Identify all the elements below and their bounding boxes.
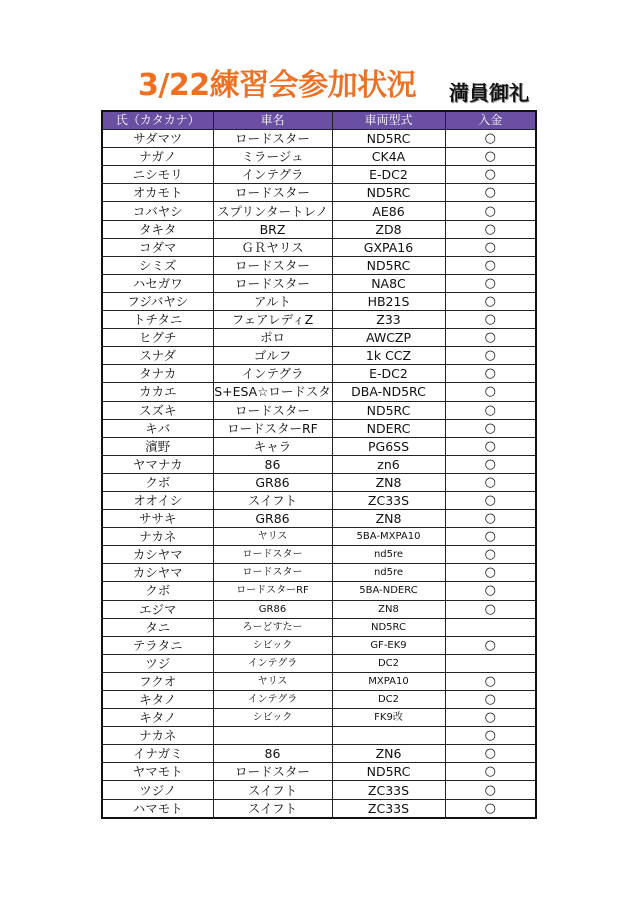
cell-paid: ○ xyxy=(445,329,536,347)
cell-paid: ○ xyxy=(445,166,536,184)
table-row xyxy=(102,491,536,509)
table-row xyxy=(102,419,536,437)
cell-car: スプリンタートレノ xyxy=(213,202,332,220)
cell-car: キャラ xyxy=(213,437,332,455)
cell-car: インテグラ xyxy=(213,691,332,709)
cell-paid: ○ xyxy=(445,546,536,564)
table-row xyxy=(102,618,536,636)
cell-car: GR86 xyxy=(213,510,332,528)
cell-car: BRZ xyxy=(213,220,332,238)
cell-model: FK9改 xyxy=(332,709,445,727)
table-row xyxy=(102,347,536,365)
cell-name: コバヤシ xyxy=(102,202,213,220)
cell-paid: ○ xyxy=(445,202,536,220)
cell-paid: ○ xyxy=(445,347,536,365)
cell-car: GR86 xyxy=(213,473,332,491)
cell-model: ZC33S xyxy=(332,781,445,799)
cell-model: ZN8 xyxy=(332,600,445,618)
cell-model: CK4A xyxy=(332,148,445,166)
table-row xyxy=(102,745,536,763)
table-row xyxy=(102,727,536,745)
cell-name: ヒグチ xyxy=(102,329,213,347)
table-body xyxy=(102,130,536,818)
cell-paid: ○ xyxy=(445,491,536,509)
cell-model xyxy=(332,727,445,745)
cell-model: AE86 xyxy=(332,202,445,220)
table-row xyxy=(102,220,536,238)
cell-car: 86 xyxy=(213,745,332,763)
cell-paid: ○ xyxy=(445,564,536,582)
cell-paid: ○ xyxy=(445,672,536,690)
cell-car: ヤリス xyxy=(213,528,332,546)
cell-paid: ○ xyxy=(445,148,536,166)
cell-car: フェアレディZ xyxy=(213,311,332,329)
cell-paid: ○ xyxy=(445,473,536,491)
cell-name: スナダ xyxy=(102,347,213,365)
cell-model: 5BA-NDERC xyxy=(332,582,445,600)
cell-name: オオイシ xyxy=(102,491,213,509)
table-row xyxy=(102,256,536,274)
cell-paid: ○ xyxy=(445,437,536,455)
table-row xyxy=(102,654,536,672)
table-row xyxy=(102,799,536,818)
cell-model: ND5RC xyxy=(332,401,445,419)
cell-car: ロードスター xyxy=(213,401,332,419)
cell-paid: ○ xyxy=(445,401,536,419)
table-row xyxy=(102,401,536,419)
cell-paid: ○ xyxy=(445,256,536,274)
cell-car: ＧＲヤリス xyxy=(213,238,332,256)
cell-name: 濱野 xyxy=(102,437,213,455)
cell-name: コダマ xyxy=(102,238,213,256)
table-row xyxy=(102,582,536,600)
cell-model: 1k CCZ xyxy=(332,347,445,365)
cell-car: ロードスターRF xyxy=(213,419,332,437)
cell-car: ポロ xyxy=(213,329,332,347)
table-row xyxy=(102,528,536,546)
participants-table xyxy=(101,110,537,819)
cell-model: Z33 xyxy=(332,311,445,329)
cell-car: 86 xyxy=(213,455,332,473)
cell-model: MXPA10 xyxy=(332,672,445,690)
table-row xyxy=(102,510,536,528)
cell-car: ロードスター xyxy=(213,564,332,582)
cell-paid: ○ xyxy=(445,419,536,437)
cell-paid: ○ xyxy=(445,781,536,799)
cell-name: トチタニ xyxy=(102,311,213,329)
cell-paid xyxy=(445,654,536,672)
table-row xyxy=(102,238,536,256)
cell-paid: ○ xyxy=(445,799,536,818)
page-title: 3/22練習会参加状況 xyxy=(138,68,417,103)
cell-name: ツジ xyxy=(102,654,213,672)
cell-car: ロードスターRF xyxy=(213,582,332,600)
table-row xyxy=(102,274,536,292)
cell-name: キタノ xyxy=(102,691,213,709)
cell-car: ロードスター xyxy=(213,763,332,781)
cell-model: ZN8 xyxy=(332,510,445,528)
cell-name: キタノ xyxy=(102,709,213,727)
table-row xyxy=(102,130,536,148)
cell-model: NA8C xyxy=(332,274,445,292)
table-row xyxy=(102,311,536,329)
table-row xyxy=(102,672,536,690)
cell-name: クボ xyxy=(102,582,213,600)
cell-car: インテグラ xyxy=(213,654,332,672)
cell-paid: ○ xyxy=(445,727,536,745)
cell-name: スズキ xyxy=(102,401,213,419)
cell-name: ハマモト xyxy=(102,799,213,818)
cell-name: ヤマナカ xyxy=(102,455,213,473)
table-row xyxy=(102,564,536,582)
cell-paid: ○ xyxy=(445,600,536,618)
cell-model: ND5RC xyxy=(332,130,445,148)
cell-name: サダマツ xyxy=(102,130,213,148)
cell-name: ナカネ xyxy=(102,727,213,745)
cell-name: クボ xyxy=(102,473,213,491)
table-row xyxy=(102,292,536,310)
cell-paid: ○ xyxy=(445,691,536,709)
cell-model: ND5RC xyxy=(332,618,445,636)
cell-paid: ○ xyxy=(445,528,536,546)
cell-paid: ○ xyxy=(445,238,536,256)
table-header-row xyxy=(102,111,536,130)
cell-name: カシヤマ xyxy=(102,546,213,564)
cell-model: nd5re xyxy=(332,564,445,582)
cell-name: タニ xyxy=(102,618,213,636)
cell-car: ロードスター xyxy=(213,130,332,148)
cell-name: ナガノ xyxy=(102,148,213,166)
cell-car: ヤリス xyxy=(213,672,332,690)
cell-model: ZC33S xyxy=(332,799,445,818)
table-row xyxy=(102,781,536,799)
cell-model: E-DC2 xyxy=(332,166,445,184)
table-row xyxy=(102,600,536,618)
cell-car: ろーどすたー xyxy=(213,618,332,636)
cell-paid xyxy=(445,618,536,636)
table-row xyxy=(102,148,536,166)
cell-car: ゴルフ xyxy=(213,347,332,365)
cell-car: インテグラ xyxy=(213,365,332,383)
cell-paid: ○ xyxy=(445,365,536,383)
cell-model: 5BA-MXPA10 xyxy=(332,528,445,546)
cell-model: ZD8 xyxy=(332,220,445,238)
table-row xyxy=(102,383,536,401)
column-header-model: 車両型式 xyxy=(332,111,445,130)
table-row xyxy=(102,546,536,564)
column-header-paid: 入金 xyxy=(445,111,536,130)
cell-name: ツジノ xyxy=(102,781,213,799)
cell-model: AWCZP xyxy=(332,329,445,347)
cell-name: キバ xyxy=(102,419,213,437)
table-row xyxy=(102,365,536,383)
cell-paid: ○ xyxy=(445,455,536,473)
table-row xyxy=(102,473,536,491)
cell-paid: ○ xyxy=(445,383,536,401)
cell-model: DC2 xyxy=(332,654,445,672)
cell-car: ロードスター xyxy=(213,274,332,292)
cell-car xyxy=(213,727,332,745)
cell-name: イナガミ xyxy=(102,745,213,763)
cell-name: シミズ xyxy=(102,256,213,274)
cell-model: GF-EK9 xyxy=(332,636,445,654)
table-row xyxy=(102,166,536,184)
cell-name: カシヤマ xyxy=(102,564,213,582)
cell-car: ロードスター xyxy=(213,184,332,202)
column-header-name: 氏（カタカナ） xyxy=(102,111,213,130)
cell-model: DBA-ND5RC xyxy=(332,383,445,401)
cell-car: シビック xyxy=(213,709,332,727)
cell-name: ササキ xyxy=(102,510,213,528)
cell-name: オカモト xyxy=(102,184,213,202)
cell-model: DC2 xyxy=(332,691,445,709)
cell-car: スイフト xyxy=(213,781,332,799)
cell-paid: ○ xyxy=(445,763,536,781)
cell-car: S+ESA☆ロードスタ xyxy=(214,384,331,400)
cell-paid: ○ xyxy=(445,636,536,654)
cell-model: PG6SS xyxy=(332,437,445,455)
cell-name: ヤマモト xyxy=(102,763,213,781)
cell-name: テラタニ xyxy=(102,636,213,654)
table-row xyxy=(102,202,536,220)
cell-car: GR86 xyxy=(213,600,332,618)
table-row xyxy=(102,329,536,347)
table-row xyxy=(102,691,536,709)
full-house-badge: 満員御礼 xyxy=(449,81,529,105)
cell-name: タキタ xyxy=(102,220,213,238)
cell-paid: ○ xyxy=(445,292,536,310)
cell-car: スイフト xyxy=(213,491,332,509)
cell-paid: ○ xyxy=(445,709,536,727)
cell-model: ND5RC xyxy=(332,763,445,781)
cell-paid: ○ xyxy=(445,311,536,329)
cell-paid: ○ xyxy=(445,582,536,600)
cell-name: エジマ xyxy=(102,600,213,618)
cell-model: ZN6 xyxy=(332,745,445,763)
cell-model: GXPA16 xyxy=(332,238,445,256)
cell-paid: ○ xyxy=(445,130,536,148)
cell-name: ナカネ xyxy=(102,528,213,546)
cell-model: ND5RC xyxy=(332,256,445,274)
cell-car: ミラージュ xyxy=(213,148,332,166)
cell-model: E-DC2 xyxy=(332,365,445,383)
cell-name: ニシモリ xyxy=(102,166,213,184)
cell-car: アルト xyxy=(213,292,332,310)
cell-paid: ○ xyxy=(445,184,536,202)
cell-paid: ○ xyxy=(445,745,536,763)
cell-model: HB21S xyxy=(332,292,445,310)
cell-model: NDERC xyxy=(332,419,445,437)
cell-name: カカエ xyxy=(102,383,213,401)
cell-car: スイフト xyxy=(213,799,332,818)
cell-model: ZN8 xyxy=(332,473,445,491)
cell-car: シビック xyxy=(213,636,332,654)
table-row xyxy=(102,455,536,473)
cell-model: nd5re xyxy=(332,546,445,564)
cell-model: ZC33S xyxy=(332,491,445,509)
cell-paid: ○ xyxy=(445,510,536,528)
table-row xyxy=(102,636,536,654)
cell-model: ND5RC xyxy=(332,184,445,202)
cell-car: インテグラ xyxy=(213,166,332,184)
column-header-car: 車名 xyxy=(213,111,332,130)
cell-car: ロードスター xyxy=(213,256,332,274)
cell-paid: ○ xyxy=(445,220,536,238)
table-row xyxy=(102,437,536,455)
cell-name: ハセガワ xyxy=(102,274,213,292)
cell-name: フクオ xyxy=(102,672,213,690)
table-row xyxy=(102,763,536,781)
cell-car: ロードスター xyxy=(213,546,332,564)
table-row xyxy=(102,184,536,202)
cell-model: zn6 xyxy=(332,455,445,473)
table-row xyxy=(102,709,536,727)
cell-name: タナカ xyxy=(102,365,213,383)
cell-name: フジバヤシ xyxy=(102,292,213,310)
cell-paid: ○ xyxy=(445,274,536,292)
